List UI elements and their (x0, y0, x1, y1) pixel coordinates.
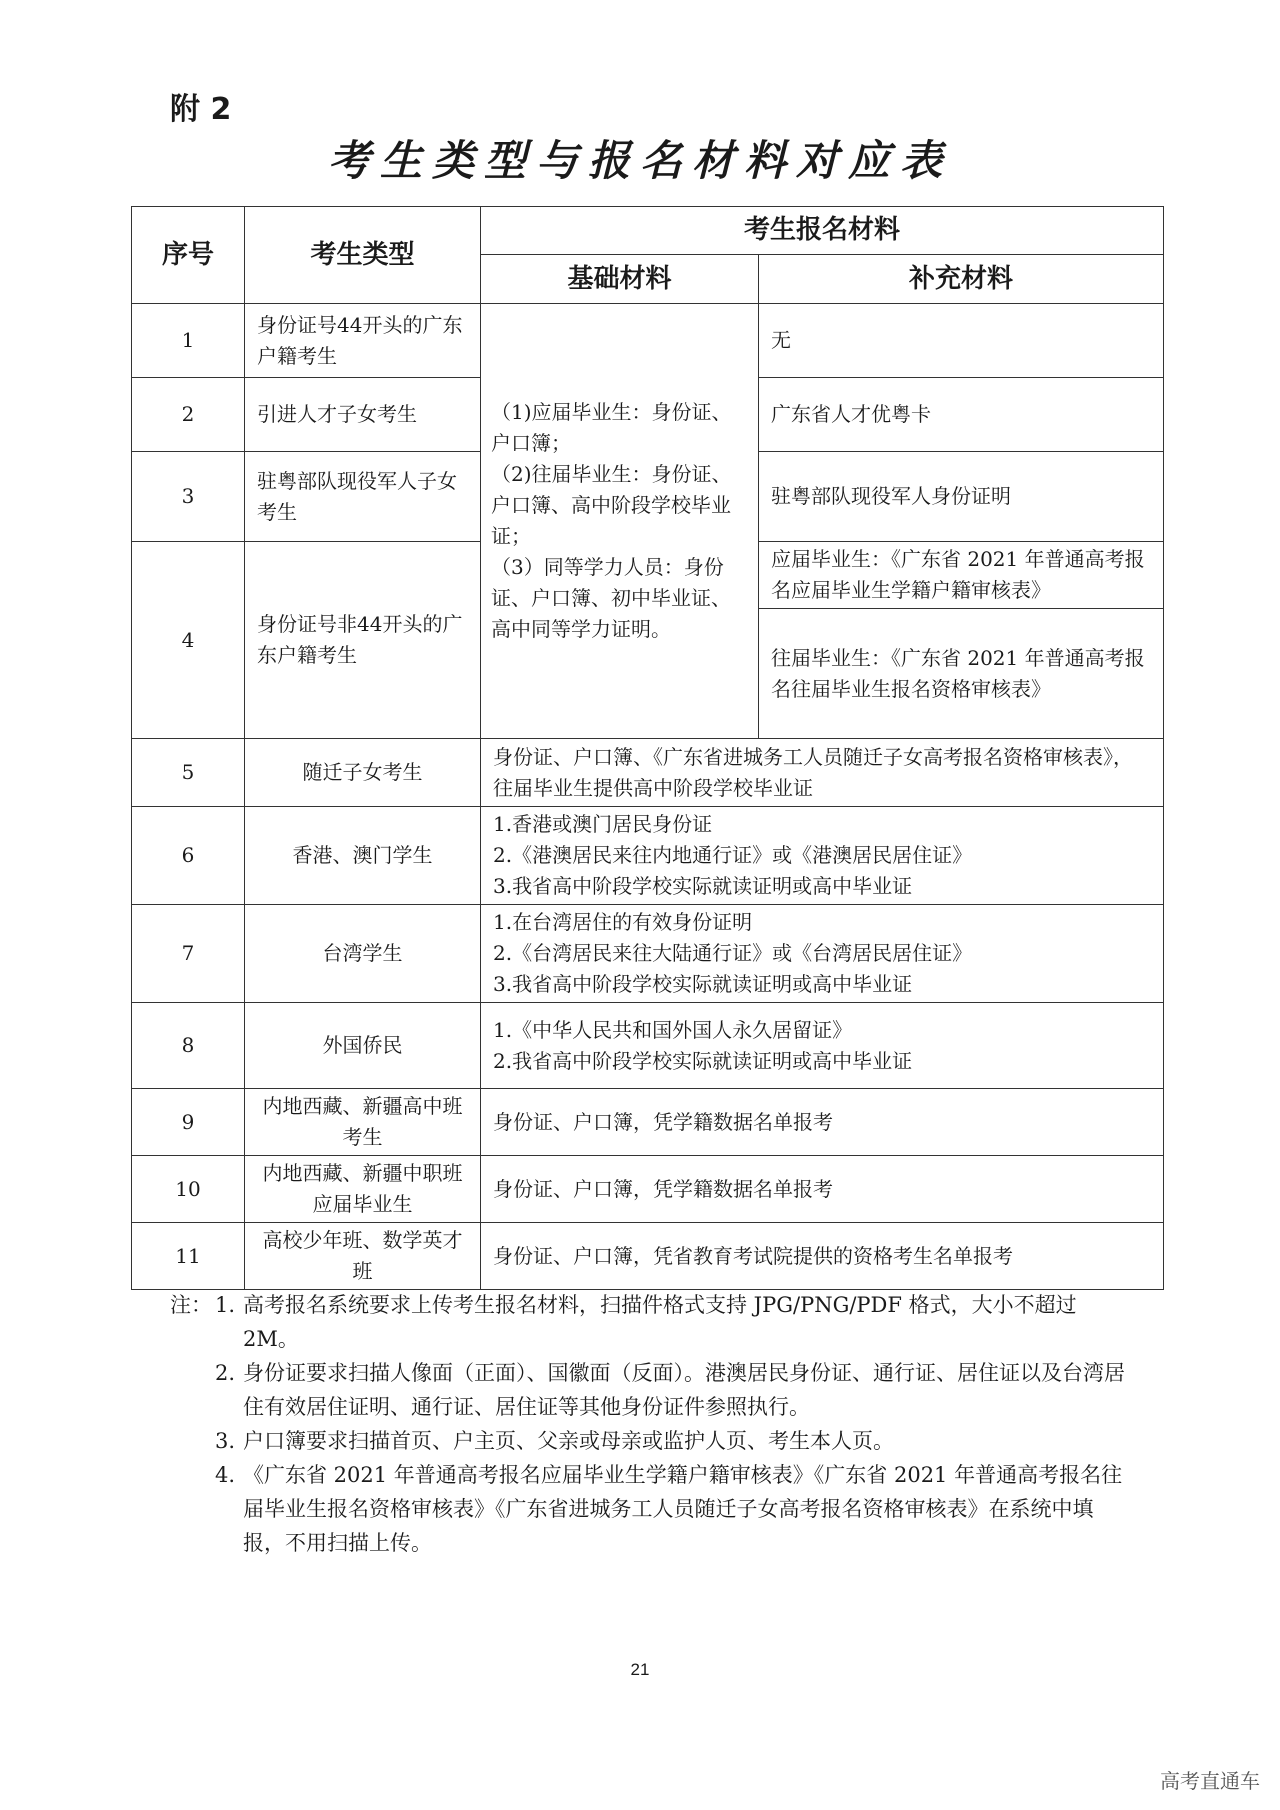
materials-table (131, 206, 1164, 1290)
materials-cell (481, 905, 1164, 1003)
supp-cell: 驻粤部队现役军人身份证明 (759, 452, 1164, 542)
table-row (132, 807, 1164, 905)
materials-cell (481, 807, 1164, 905)
materials-line: 1.在台湾居住的有效身份证明 (493, 910, 753, 934)
table-row (132, 1089, 1164, 1156)
appendix-label: 附 2 (170, 92, 232, 127)
type-cell: 内地西藏、新疆中职班应届毕业生 (245, 1156, 481, 1223)
type-cell: 引进人才子女考生 (245, 378, 481, 452)
materials-line: 3.我省高中阶段学校实际就读证明或高中毕业证 (493, 972, 913, 996)
table-row (132, 739, 1164, 807)
seq-cell: 6 (132, 807, 245, 905)
supp-cell: 广东省人才优粤卡 (759, 378, 1164, 452)
basic-materials-cell (481, 304, 759, 739)
table-row (132, 1003, 1164, 1089)
materials-line: 2.我省高中阶段学校实际就读证明或高中毕业证 (493, 1048, 913, 1073)
materials-cell: 身份证、户口簿、《广东省进城务工人员随迁子女高考报名资格审核表》，往届毕业生提供高中阶段学校毕业证 (481, 739, 1164, 807)
note-item (170, 1424, 1130, 1458)
header-basic: 基础材料 (481, 255, 759, 304)
note-number: 1. (215, 1293, 236, 1317)
seq-cell: 11 (132, 1223, 245, 1290)
type-cell: 香港、澳门学生 (245, 807, 481, 905)
seq-cell: 4 (132, 542, 245, 739)
page-title: 考生类型与报名材料对应表 (327, 136, 952, 185)
header-type: 考生类型 (245, 207, 481, 304)
table-row (132, 1223, 1164, 1290)
materials-cell: 身份证、户口簿，凭学籍数据名单报考 (481, 1156, 1164, 1223)
materials-line: 2.《台湾居民来往大陆通行证》或《台湾居民居住证》 (493, 941, 973, 965)
note-item (170, 1288, 1130, 1356)
materials-line: 3.我省高中阶段学校实际就读证明或高中毕业证 (493, 874, 913, 898)
materials-cell (481, 1003, 1164, 1089)
seq-cell: 2 (132, 378, 245, 452)
seq-cell: 9 (132, 1089, 245, 1156)
header-supplementary: 补充材料 (759, 255, 1164, 304)
basic-item: （3）同等学力人员：身份证、户口簿、初中毕业证、高中同等学力证明。 (491, 555, 731, 641)
materials-line: 1.香港或澳门居民身份证 (493, 812, 713, 836)
type-cell: 身份证号44开头的广东户籍考生 (245, 304, 481, 378)
note-number: 2. (215, 1361, 236, 1385)
type-cell: 高校少年班、数学英才班 (245, 1223, 481, 1290)
notes (170, 1288, 1130, 1560)
table-row (132, 1156, 1164, 1223)
seq-cell: 5 (132, 739, 245, 807)
supp-cell: 无 (759, 304, 1164, 378)
supp-cell: 应届毕业生：《广东省 2021 年普通高考报名应届毕业生学籍户籍审核表》 (759, 542, 1164, 609)
note-text: 户口簿要求扫描首页、户主页、父亲或母亲或监护人页、考生本人页。 (243, 1429, 894, 1453)
type-cell: 身份证号非44开头的广东户籍考生 (245, 542, 481, 739)
materials-cell: 身份证、户口簿，凭省教育考试院提供的资格考生名单报考 (481, 1223, 1164, 1290)
note-text: 身份证要求扫描人像面（正面）、国徽面（反面）。港澳居民身份证、通行证、居住证以及台湾居住有效居住证明、通行证、居住证等其他身份证件参照执行。 (243, 1361, 1125, 1419)
basic-item: （2)往届毕业生：身份证、户口簿、高中阶段学校毕业证； (491, 462, 732, 548)
table-row (132, 905, 1164, 1003)
notes-prefix: 注： (170, 1293, 212, 1317)
seq-cell: 7 (132, 905, 245, 1003)
seq-cell: 8 (132, 1003, 245, 1089)
type-cell: 外国侨民 (245, 1003, 481, 1089)
seq-cell: 1 (132, 304, 245, 378)
watermark: 高考直通车 (1160, 1769, 1260, 1793)
header-seq: 序号 (132, 207, 245, 304)
seq-cell: 10 (132, 1156, 245, 1223)
header-row (132, 207, 1164, 255)
type-cell: 随迁子女考生 (245, 739, 481, 807)
note-text: 《广东省 2021 年普通高考报名应届毕业生学籍户籍审核表》《广东省 2021 年普通高考报名往届毕业生报名资格审核表》《广东省进城务工人员随迁子女高考报名资格审核表》在系统中填报，不用扫描上传。 (243, 1463, 1123, 1555)
note-item (170, 1458, 1130, 1560)
note-item (170, 1356, 1130, 1424)
supp-cell: 往届毕业生：《广东省 2021 年普通高考报名往届毕业生报名资格审核表》 (759, 609, 1164, 739)
materials-line: 2.《港澳居民来往内地通行证》或《港澳居民居住证》 (493, 843, 973, 867)
note-number: 4. (215, 1463, 236, 1487)
note-number: 3. (215, 1429, 236, 1453)
page-number: 21 (630, 1660, 650, 1679)
materials-cell: 身份证、户口簿，凭学籍数据名单报考 (481, 1089, 1164, 1156)
type-cell: 驻粤部队现役军人子女考生 (245, 452, 481, 542)
type-cell: 台湾学生 (245, 905, 481, 1003)
table-row (132, 304, 1164, 378)
seq-cell: 3 (132, 452, 245, 542)
header-materials: 考生报名材料 (481, 207, 1164, 255)
basic-item: （1)应届毕业生：身份证、户口簿； (491, 400, 732, 455)
type-cell: 内地西藏、新疆高中班考生 (245, 1089, 481, 1156)
materials-line: 1.《中华人民共和国外国人永久居留证》 (493, 1017, 853, 1042)
note-text: 高考报名系统要求上传考生报名材料，扫描件格式支持 JPG/PNG/PDF 格式，大小不超过 2M。 (243, 1293, 1077, 1351)
